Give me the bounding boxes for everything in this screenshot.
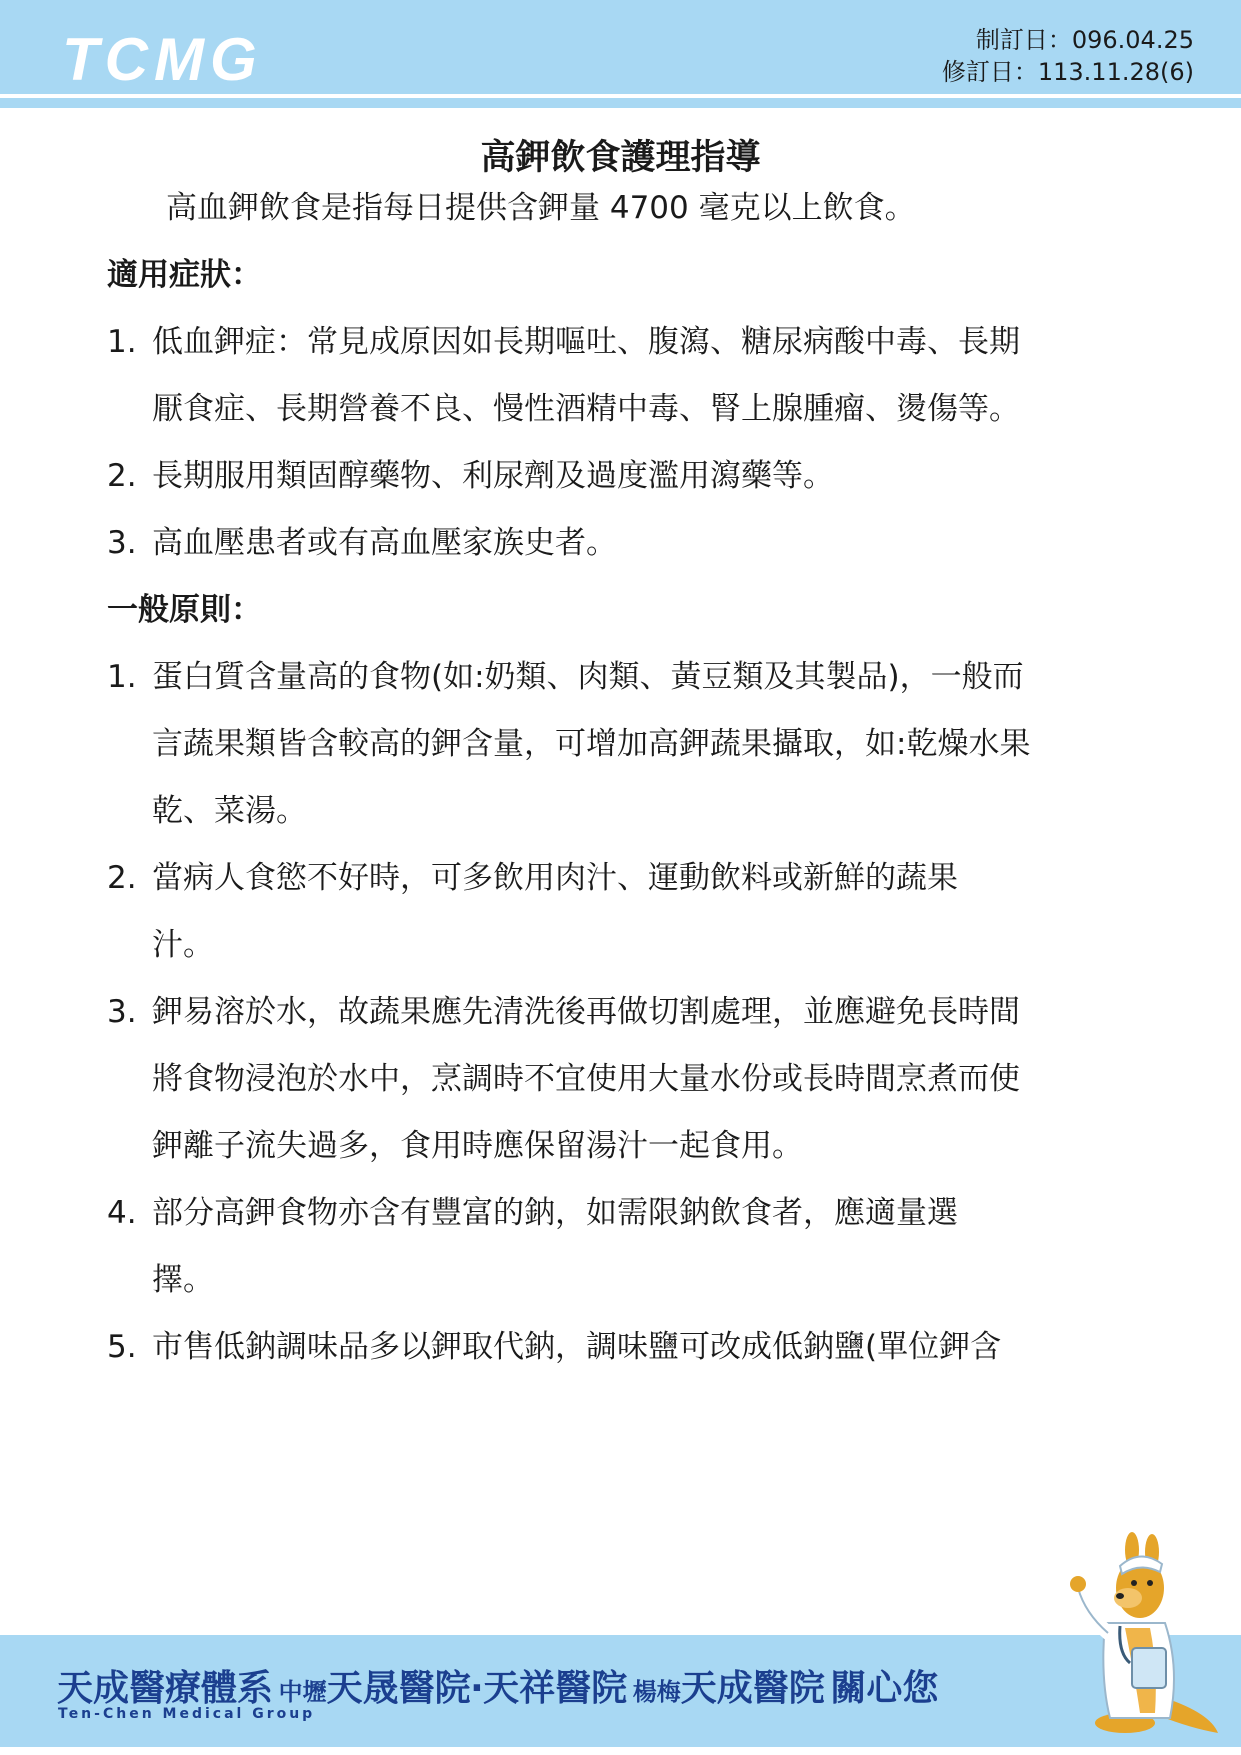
footer-hospitals bbox=[57, 1660, 938, 1711]
document-dates bbox=[942, 24, 1194, 88]
footer-group-name: 天成醫療體系 bbox=[57, 1668, 274, 1709]
header-rule bbox=[0, 98, 1241, 108]
list-item-line: 長期服用類固醇藥物、利尿劑及過度濫用瀉藥等。 bbox=[152, 458, 834, 494]
list-item-line: 鉀離子流失過多，食用時應保留湯汁一起食用。 bbox=[152, 1128, 803, 1164]
kangaroo-doctor-mascot-icon bbox=[1070, 1528, 1220, 1738]
list-item-line: 鉀易溶於水，故蔬果應先清洗後再做切割處理，並應避免長時間 bbox=[152, 994, 1020, 1030]
list-item-line: 當病人食慾不好時，可多飲用肉汁、運動飲料或新鮮的蔬果 bbox=[152, 860, 958, 896]
list-number: 1. bbox=[107, 324, 137, 360]
list-number: 3. bbox=[107, 525, 137, 561]
section-heading-indications: 適用症狀： bbox=[107, 257, 262, 293]
list-item-line: 汁。 bbox=[152, 927, 214, 963]
list-item-line: 市售低鈉調味品多以鉀取代鈉，調味鹽可改成低鈉鹽(單位鉀含 bbox=[152, 1329, 1002, 1365]
footer-separator: ‧ bbox=[470, 1668, 484, 1709]
revised-date: 修訂日：113.11.28(6) bbox=[941, 58, 1194, 86]
section-heading-principles: 一般原則： bbox=[107, 592, 262, 628]
document-title: 高鉀飲食護理指導 bbox=[480, 138, 761, 178]
list-item-line: 言蔬果類皆含較高的鉀含量，可增加高鉀蔬果攝取，如:乾燥水果 bbox=[152, 726, 1031, 762]
list-number: 3. bbox=[107, 994, 137, 1030]
footer-hospital: 天祥醫院 bbox=[483, 1668, 628, 1709]
footer-location: 楊梅 bbox=[632, 1678, 681, 1706]
list-item-line: 厭食症、長期營養不良、慢性酒精中毒、腎上腺腫瘤、燙傷等。 bbox=[152, 391, 1020, 427]
list-number: 5. bbox=[107, 1329, 137, 1365]
tcmg-logo: TCMG bbox=[62, 26, 263, 93]
footer-location: 中壢 bbox=[278, 1678, 327, 1706]
footer-tagline: 關心您 bbox=[830, 1668, 939, 1709]
footer-group-english: Ten-Chen Medical Group bbox=[58, 1706, 316, 1722]
list-number: 1. bbox=[107, 659, 137, 695]
list-item-line: 高血壓患者或有高血壓家族史者。 bbox=[152, 525, 617, 561]
list-item-line: 低血鉀症：常見成原因如長期嘔吐、腹瀉、糖尿病酸中毒、長期 bbox=[152, 324, 1020, 360]
footer-hospital: 天成醫院 bbox=[680, 1668, 825, 1709]
list-item-line: 蛋白質含量高的食物(如:奶類、肉類、黃豆類及其製品)，一般而 bbox=[152, 659, 1024, 695]
created-date: 制訂日：096.04.25 bbox=[975, 26, 1194, 54]
list-number: 2. bbox=[107, 458, 137, 494]
list-item-line: 乾、菜湯。 bbox=[152, 793, 307, 829]
footer-hospital: 天晟醫院 bbox=[326, 1668, 471, 1709]
list-item-line: 擇。 bbox=[152, 1262, 214, 1298]
list-number: 2. bbox=[107, 860, 137, 896]
list-number: 4. bbox=[107, 1195, 137, 1231]
list-item-line: 部分高鉀食物亦含有豐富的鈉，如需限鈉飲食者，應適量選 bbox=[152, 1195, 958, 1231]
intro-text: 高血鉀飲食是指每日提供含鉀量 4700 毫克以上飲食。 bbox=[166, 190, 916, 226]
list-item-line: 將食物浸泡於水中，烹調時不宜使用大量水份或長時間烹煮而使 bbox=[152, 1061, 1020, 1097]
